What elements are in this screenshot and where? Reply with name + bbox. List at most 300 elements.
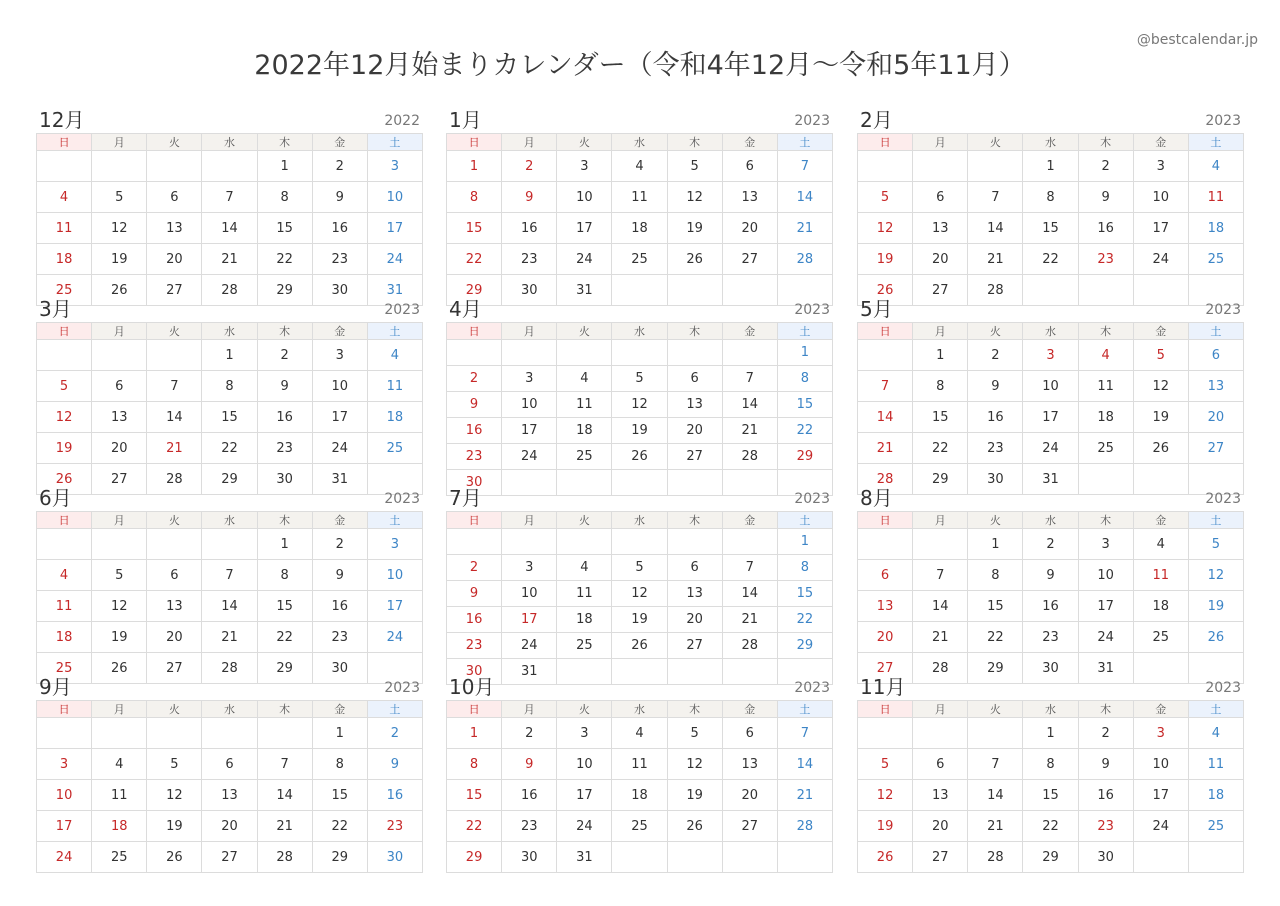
day-cell: 22	[257, 244, 312, 275]
empty-day-cell	[913, 529, 968, 560]
day-cell: 20	[722, 780, 777, 811]
weekday-header-row	[37, 134, 423, 151]
day-cell: 5	[612, 366, 667, 392]
day-cell: 24	[367, 244, 422, 275]
day-cell: 24	[1078, 622, 1133, 653]
week-row	[858, 842, 1244, 873]
weekday-header-row	[447, 134, 833, 151]
month-label: 12月	[39, 108, 85, 132]
month-table	[36, 322, 423, 495]
day-cell: 8	[257, 560, 312, 591]
empty-day-cell	[202, 718, 257, 749]
day-cell: 23	[1078, 244, 1133, 275]
month-calendar	[446, 296, 833, 496]
day-cell: 17	[1078, 591, 1133, 622]
day-cell: 1	[257, 151, 312, 182]
week-row	[447, 182, 833, 213]
day-cell: 23	[1078, 811, 1133, 842]
month-label: 8月	[860, 486, 893, 510]
weekday-header: 日	[858, 323, 913, 340]
day-cell: 31	[557, 275, 612, 306]
weekday-header: 火	[557, 512, 612, 529]
day-cell: 7	[777, 718, 832, 749]
month-label: 7月	[449, 486, 482, 510]
month-table	[446, 700, 833, 873]
day-cell: 7	[913, 560, 968, 591]
day-cell: 30	[502, 842, 557, 873]
day-cell: 10	[367, 560, 422, 591]
weekday-header: 火	[147, 323, 202, 340]
day-cell: 13	[913, 780, 968, 811]
day-cell: 10	[37, 780, 92, 811]
day-cell: 25	[612, 244, 667, 275]
empty-day-cell	[37, 340, 92, 371]
week-row	[447, 213, 833, 244]
day-cell: 16	[1078, 213, 1133, 244]
year-label: 2023	[384, 491, 420, 507]
weekday-header: 土	[367, 323, 422, 340]
weekday-header-row	[858, 134, 1244, 151]
day-cell: 28	[257, 842, 312, 873]
week-row	[37, 182, 423, 213]
day-cell: 23	[447, 444, 502, 470]
day-cell: 8	[447, 182, 502, 213]
empty-day-cell	[722, 340, 777, 366]
day-cell: 24	[312, 433, 367, 464]
day-cell: 9	[312, 182, 367, 213]
empty-day-cell	[37, 529, 92, 560]
weekday-header: 金	[312, 323, 367, 340]
empty-day-cell	[968, 151, 1023, 182]
day-cell: 27	[667, 444, 722, 470]
weekday-header: 金	[722, 512, 777, 529]
month-label: 6月	[39, 486, 72, 510]
day-cell: 10	[1023, 371, 1078, 402]
day-cell: 2	[447, 555, 502, 581]
day-cell: 27	[202, 842, 257, 873]
empty-day-cell	[667, 529, 722, 555]
day-cell: 15	[913, 402, 968, 433]
day-cell: 3	[557, 718, 612, 749]
day-cell: 21	[968, 811, 1023, 842]
weekday-header-row	[858, 323, 1244, 340]
empty-day-cell	[502, 529, 557, 555]
month-label: 1月	[449, 108, 482, 132]
weekday-header: 水	[612, 323, 667, 340]
day-cell: 8	[777, 366, 832, 392]
day-cell: 17	[1023, 402, 1078, 433]
day-cell: 6	[667, 366, 722, 392]
day-cell: 5	[92, 560, 147, 591]
weekday-header: 木	[1078, 134, 1133, 151]
empty-day-cell	[612, 842, 667, 873]
day-cell: 6	[722, 718, 777, 749]
day-cell: 17	[367, 591, 422, 622]
day-cell: 4	[92, 749, 147, 780]
month-table	[36, 700, 423, 873]
day-cell: 1	[777, 340, 832, 366]
day-cell: 21	[858, 433, 913, 464]
day-cell: 17	[1133, 213, 1188, 244]
day-cell: 17	[1133, 780, 1188, 811]
weekday-header: 土	[777, 512, 832, 529]
day-cell: 15	[447, 780, 502, 811]
day-cell: 27	[913, 842, 968, 873]
weekday-header: 火	[968, 701, 1023, 718]
day-cell: 9	[447, 392, 502, 418]
week-row	[447, 366, 833, 392]
day-cell: 13	[913, 213, 968, 244]
day-cell: 15	[777, 392, 832, 418]
day-cell: 22	[913, 433, 968, 464]
day-cell: 5	[858, 182, 913, 213]
day-cell: 3	[1023, 340, 1078, 371]
day-cell: 23	[312, 622, 367, 653]
week-row	[37, 340, 423, 371]
day-cell: 29	[777, 633, 832, 659]
day-cell: 13	[92, 402, 147, 433]
day-cell: 23	[502, 811, 557, 842]
weekday-header: 日	[447, 512, 502, 529]
week-row	[858, 182, 1244, 213]
day-cell: 30	[447, 659, 502, 685]
day-cell: 19	[858, 244, 913, 275]
day-cell: 4	[557, 366, 612, 392]
day-cell: 18	[37, 622, 92, 653]
weekday-header: 水	[1023, 134, 1078, 151]
weekday-header: 火	[968, 323, 1023, 340]
month-label: 4月	[449, 297, 482, 321]
day-cell: 18	[1188, 213, 1243, 244]
day-cell: 9	[367, 749, 422, 780]
day-cell: 19	[612, 607, 667, 633]
week-row	[37, 151, 423, 182]
day-cell: 28	[147, 464, 202, 495]
day-cell: 10	[312, 371, 367, 402]
month-header	[857, 674, 1244, 700]
day-cell: 6	[722, 151, 777, 182]
week-row	[37, 560, 423, 591]
day-cell: 12	[858, 213, 913, 244]
day-cell: 31	[367, 275, 422, 306]
weekday-header: 火	[557, 323, 612, 340]
day-cell: 28	[722, 633, 777, 659]
weekday-header: 火	[147, 134, 202, 151]
weekday-header: 日	[447, 323, 502, 340]
day-cell: 26	[667, 811, 722, 842]
day-cell: 19	[667, 780, 722, 811]
day-cell: 14	[257, 780, 312, 811]
day-cell: 31	[1023, 464, 1078, 495]
day-cell: 16	[367, 780, 422, 811]
day-cell: 5	[667, 151, 722, 182]
year-label: 2023	[1205, 680, 1241, 696]
day-cell: 10	[557, 749, 612, 780]
empty-day-cell	[612, 529, 667, 555]
weekday-header: 木	[257, 323, 312, 340]
empty-day-cell	[92, 340, 147, 371]
day-cell: 29	[1023, 842, 1078, 873]
day-cell: 16	[1078, 780, 1133, 811]
day-cell: 1	[447, 718, 502, 749]
day-cell: 6	[1188, 340, 1243, 371]
week-row	[37, 749, 423, 780]
day-cell: 13	[722, 182, 777, 213]
day-cell: 10	[367, 182, 422, 213]
day-cell: 20	[722, 213, 777, 244]
day-cell: 1	[202, 340, 257, 371]
day-cell: 19	[858, 811, 913, 842]
weekday-header: 日	[447, 134, 502, 151]
week-row	[37, 622, 423, 653]
week-row	[858, 622, 1244, 653]
day-cell: 4	[367, 340, 422, 371]
day-cell: 5	[858, 749, 913, 780]
day-cell: 14	[968, 213, 1023, 244]
day-cell: 7	[968, 749, 1023, 780]
day-cell: 3	[1078, 529, 1133, 560]
day-cell: 18	[1078, 402, 1133, 433]
week-row	[447, 811, 833, 842]
empty-day-cell	[257, 718, 312, 749]
day-cell: 10	[1133, 749, 1188, 780]
day-cell: 14	[777, 182, 832, 213]
day-cell: 1	[968, 529, 1023, 560]
day-cell: 17	[557, 213, 612, 244]
day-cell: 2	[968, 340, 1023, 371]
weekday-header: 火	[557, 701, 612, 718]
week-row	[858, 591, 1244, 622]
week-row	[37, 591, 423, 622]
week-row	[447, 151, 833, 182]
day-cell: 27	[147, 275, 202, 306]
day-cell: 29	[913, 464, 968, 495]
day-cell: 29	[312, 842, 367, 873]
day-cell: 25	[557, 633, 612, 659]
day-cell: 24	[557, 244, 612, 275]
weekday-header: 金	[312, 701, 367, 718]
week-row	[447, 529, 833, 555]
day-cell: 15	[312, 780, 367, 811]
month-header	[857, 107, 1244, 133]
day-cell: 17	[312, 402, 367, 433]
week-row	[447, 780, 833, 811]
day-cell: 30	[312, 275, 367, 306]
day-cell: 29	[968, 653, 1023, 684]
weekday-header-row	[858, 512, 1244, 529]
empty-day-cell	[858, 529, 913, 560]
weekday-header: 月	[913, 134, 968, 151]
week-row	[858, 402, 1244, 433]
day-cell: 1	[447, 151, 502, 182]
month-calendar	[36, 485, 423, 684]
day-cell: 19	[612, 418, 667, 444]
day-cell: 10	[502, 392, 557, 418]
day-cell: 14	[777, 749, 832, 780]
day-cell: 22	[447, 244, 502, 275]
weekday-header: 月	[92, 512, 147, 529]
day-cell: 23	[968, 433, 1023, 464]
empty-day-cell	[147, 340, 202, 371]
day-cell: 6	[202, 749, 257, 780]
weekday-header: 木	[667, 512, 722, 529]
day-cell: 12	[147, 780, 202, 811]
year-label: 2022	[384, 113, 420, 129]
day-cell: 17	[37, 811, 92, 842]
day-cell: 18	[612, 213, 667, 244]
weekday-header: 木	[1078, 323, 1133, 340]
day-cell: 3	[37, 749, 92, 780]
weekday-header: 土	[777, 134, 832, 151]
week-row	[447, 718, 833, 749]
weekday-header-row	[447, 701, 833, 718]
empty-day-cell	[1188, 842, 1243, 873]
day-cell: 8	[257, 182, 312, 213]
day-cell: 5	[1188, 529, 1243, 560]
day-cell: 20	[202, 811, 257, 842]
week-row	[37, 433, 423, 464]
day-cell: 5	[612, 555, 667, 581]
day-cell: 7	[202, 182, 257, 213]
day-cell: 30	[1078, 842, 1133, 873]
day-cell: 20	[858, 622, 913, 653]
weekday-header: 金	[312, 134, 367, 151]
day-cell: 1	[777, 529, 832, 555]
day-cell: 3	[1133, 151, 1188, 182]
empty-day-cell	[1133, 842, 1188, 873]
weekday-header: 木	[667, 134, 722, 151]
day-cell: 10	[1078, 560, 1133, 591]
day-cell: 20	[147, 244, 202, 275]
year-label: 2023	[794, 302, 830, 318]
day-cell: 12	[92, 591, 147, 622]
day-cell: 17	[502, 607, 557, 633]
day-cell: 11	[612, 749, 667, 780]
day-cell: 8	[202, 371, 257, 402]
month-header	[36, 107, 423, 133]
day-cell: 19	[92, 244, 147, 275]
year-label: 2023	[1205, 113, 1241, 129]
day-cell: 19	[667, 213, 722, 244]
weekday-header: 土	[1188, 134, 1243, 151]
day-cell: 12	[667, 182, 722, 213]
day-cell: 27	[147, 653, 202, 684]
empty-day-cell	[92, 529, 147, 560]
month-table	[446, 133, 833, 306]
month-label: 2月	[860, 108, 893, 132]
weekday-header: 水	[612, 134, 667, 151]
day-cell: 3	[367, 151, 422, 182]
month-table	[857, 511, 1244, 684]
day-cell: 11	[557, 581, 612, 607]
day-cell: 3	[1133, 718, 1188, 749]
empty-day-cell	[722, 842, 777, 873]
day-cell: 24	[557, 811, 612, 842]
day-cell: 7	[722, 555, 777, 581]
month-label: 3月	[39, 297, 72, 321]
day-cell: 21	[147, 433, 202, 464]
year-label: 2023	[1205, 491, 1241, 507]
day-cell: 17	[557, 780, 612, 811]
day-cell: 8	[777, 555, 832, 581]
day-cell: 18	[557, 418, 612, 444]
day-cell: 12	[612, 392, 667, 418]
day-cell: 9	[502, 749, 557, 780]
day-cell: 26	[37, 464, 92, 495]
month-label: 10月	[449, 675, 495, 699]
weekday-header: 木	[257, 512, 312, 529]
day-cell: 11	[1078, 371, 1133, 402]
day-cell: 12	[667, 749, 722, 780]
weekday-header: 火	[147, 512, 202, 529]
day-cell: 23	[312, 244, 367, 275]
day-cell: 21	[257, 811, 312, 842]
day-cell: 30	[502, 275, 557, 306]
day-cell: 9	[502, 182, 557, 213]
week-row	[37, 780, 423, 811]
month-header	[446, 674, 833, 700]
month-table	[446, 511, 833, 685]
day-cell: 20	[913, 811, 968, 842]
page-title: 2022年12月始まりカレンダー（令和4年12月〜令和5年11月）	[254, 50, 1026, 81]
year-label: 2023	[1205, 302, 1241, 318]
weekday-header: 日	[37, 701, 92, 718]
empty-day-cell	[147, 151, 202, 182]
weekday-header: 土	[367, 701, 422, 718]
day-cell: 19	[1133, 402, 1188, 433]
day-cell: 18	[367, 402, 422, 433]
day-cell: 26	[1133, 433, 1188, 464]
day-cell: 22	[257, 622, 312, 653]
day-cell: 25	[557, 444, 612, 470]
empty-day-cell	[202, 529, 257, 560]
empty-day-cell	[557, 340, 612, 366]
day-cell: 16	[312, 213, 367, 244]
day-cell: 9	[1023, 560, 1078, 591]
month-calendar	[446, 485, 833, 685]
day-cell: 13	[858, 591, 913, 622]
day-cell: 14	[968, 780, 1023, 811]
day-cell: 12	[612, 581, 667, 607]
day-cell: 25	[92, 842, 147, 873]
day-cell: 26	[1188, 622, 1243, 653]
month-calendar	[857, 296, 1244, 495]
empty-day-cell	[777, 842, 832, 873]
week-row	[858, 244, 1244, 275]
day-cell: 4	[557, 555, 612, 581]
weekday-header: 火	[968, 512, 1023, 529]
weekday-header: 水	[1023, 323, 1078, 340]
day-cell: 4	[1133, 529, 1188, 560]
empty-day-cell	[667, 842, 722, 873]
weekday-header: 日	[37, 134, 92, 151]
day-cell: 7	[257, 749, 312, 780]
day-cell: 7	[858, 371, 913, 402]
day-cell: 28	[858, 464, 913, 495]
month-calendar	[857, 674, 1244, 873]
day-cell: 12	[92, 213, 147, 244]
day-cell: 31	[557, 842, 612, 873]
day-cell: 12	[858, 780, 913, 811]
day-cell: 18	[37, 244, 92, 275]
day-cell: 25	[1188, 811, 1243, 842]
weekday-header: 金	[1133, 134, 1188, 151]
day-cell: 29	[447, 275, 502, 306]
day-cell: 16	[502, 213, 557, 244]
day-cell: 16	[968, 402, 1023, 433]
day-cell: 1	[913, 340, 968, 371]
day-cell: 29	[257, 275, 312, 306]
